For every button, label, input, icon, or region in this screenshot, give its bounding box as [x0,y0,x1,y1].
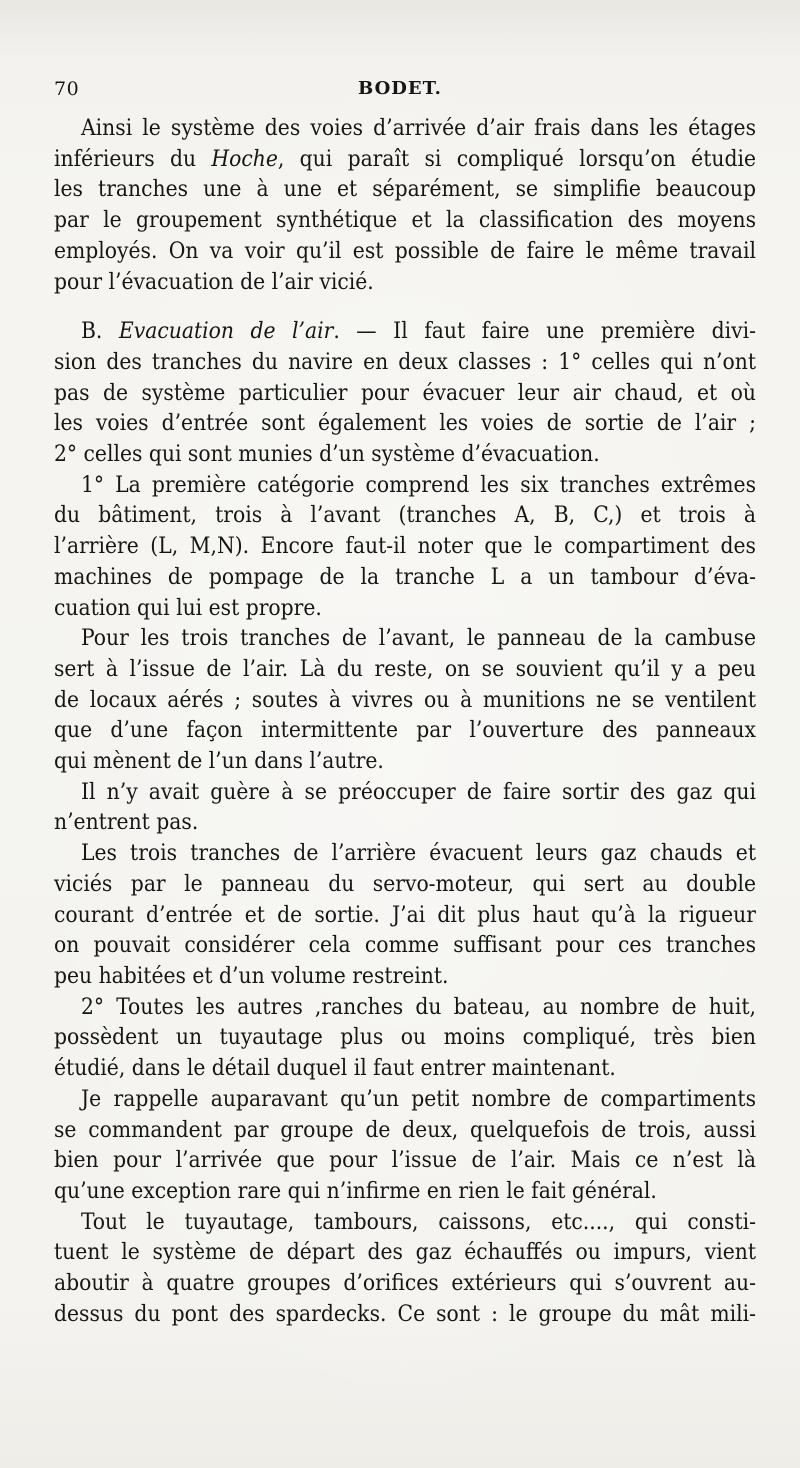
text-line: Il n’y avait guère à se préoccuper de faire sortir des gaz qui [81,778,756,805]
text-line: machines de pompage de la tranche L a un tambour d’éva- [54,563,756,590]
text-line: Je rappelle auparavant qu’un petit nombre de compartiments [81,1085,756,1112]
text-line: 2° celles qui sont munies d’un système d’évacuation. [54,441,600,468]
text-line: aboutir à quatre groupes d’orifices extérieurs qui s’ouvrent au- [54,1270,756,1297]
text-line: Ainsi le système des voies d’arrivée d’air frais dans les étages [81,115,756,141]
text-line: les voies d’entrée sont également les voies de sortie de l’air ; [54,410,756,437]
text-line: qui mènent de l’un dans l’autre. [54,748,384,775]
italic-term: Hoche [211,145,278,172]
text-line: inférieurs du Hoche, qui paraît si compliqué lorsqu’on étudie [54,145,756,172]
text-line: que d’une façon intermittente par l’ouverture des panneaux [54,717,756,744]
text-line: on pouvait considérer cela comme suffisant pour ces tranches [54,932,756,959]
page-header [54,78,746,102]
text-line: sion des tranches du navire en deux classes : 1° celles qui n’ont [54,348,756,375]
text-line: 1° La première catégorie comprend les six tranches extrêmes [81,471,756,498]
text-line: tuent le système de départ des gaz échauffés ou impurs, vient [54,1239,756,1266]
text-line: possèdent un tuyautage plus ou moins compliqué, très bien [54,1024,756,1051]
text-line: Les trois tranches de l’arrière évacuent leurs gaz chauds et [81,840,756,867]
text-line: étudié, dans le détail duquel il faut entrer maintenant. [54,1055,616,1082]
text-line: cuation qui lui est propre. [54,594,322,621]
text-line: employés. On va voir qu’il est possible de faire le même travail [54,237,756,264]
text-line: 2° Toutes les autres ,ranches du bateau, au nombre de huit, [81,993,756,1020]
body-text [54,113,756,1329]
text-line: pas de système particulier pour évacuer leur air chaud, et où [54,379,756,406]
text-line: sert à l’issue de l’air. Là du reste, on se souvient qu’il y a peu [54,655,756,682]
text-line: bien pour l’arrivée que pour l’issue de l’air. Mais ce n’est là [54,1147,756,1174]
text-line: courant d’entrée et de sortie. J’ai dit plus haut qu’à la rigueur [54,901,756,928]
text-line: pour l’évacuation de l’air vicié. [54,268,374,295]
text-line: se commandent par groupe de deux, quelquefois de trois, aussi [54,1116,756,1143]
text-line: n’entrent pas. [54,809,199,836]
text-line: qu’une exception rare qui n’infirme en rien le fait général. [54,1177,657,1204]
text-line: du bâtiment, trois à l’avant (tranches A, B, C,) et trois à [54,502,756,529]
italic-term: Evacuation de l’air [118,318,334,345]
text-line: Pour les trois tranches de l’avant, le panneau de la cambuse [81,625,756,652]
text-line: l’arrière (L, M,N). Encore faut-il noter que le compartiment des [54,533,756,560]
text-line: dessus du pont des spardecks. Ce sont : le groupe du mât mili- [54,1300,756,1327]
text-line: les tranches une à une et séparément, se simplifie beaucoup [54,176,756,203]
text-line: par le groupement synthétique et la classification des moyens [54,207,756,234]
text-line: de locaux aérés ; soutes à vivres ou à munitions ne se ventilent [54,686,756,713]
text-line: Tout le tuyautage, tambours, caissons, etc...., qui consti- [81,1208,756,1235]
text-line: B. Evacuation de l’air. — Il faut faire une première divi- [81,318,756,345]
running-head: BODET. [358,78,442,99]
text-line: peu habitées et d’un volume restreint. [54,962,449,989]
text-line: viciés par le panneau du servo-moteur, qui sert au double [54,870,756,897]
page-number: 70 [54,78,80,100]
